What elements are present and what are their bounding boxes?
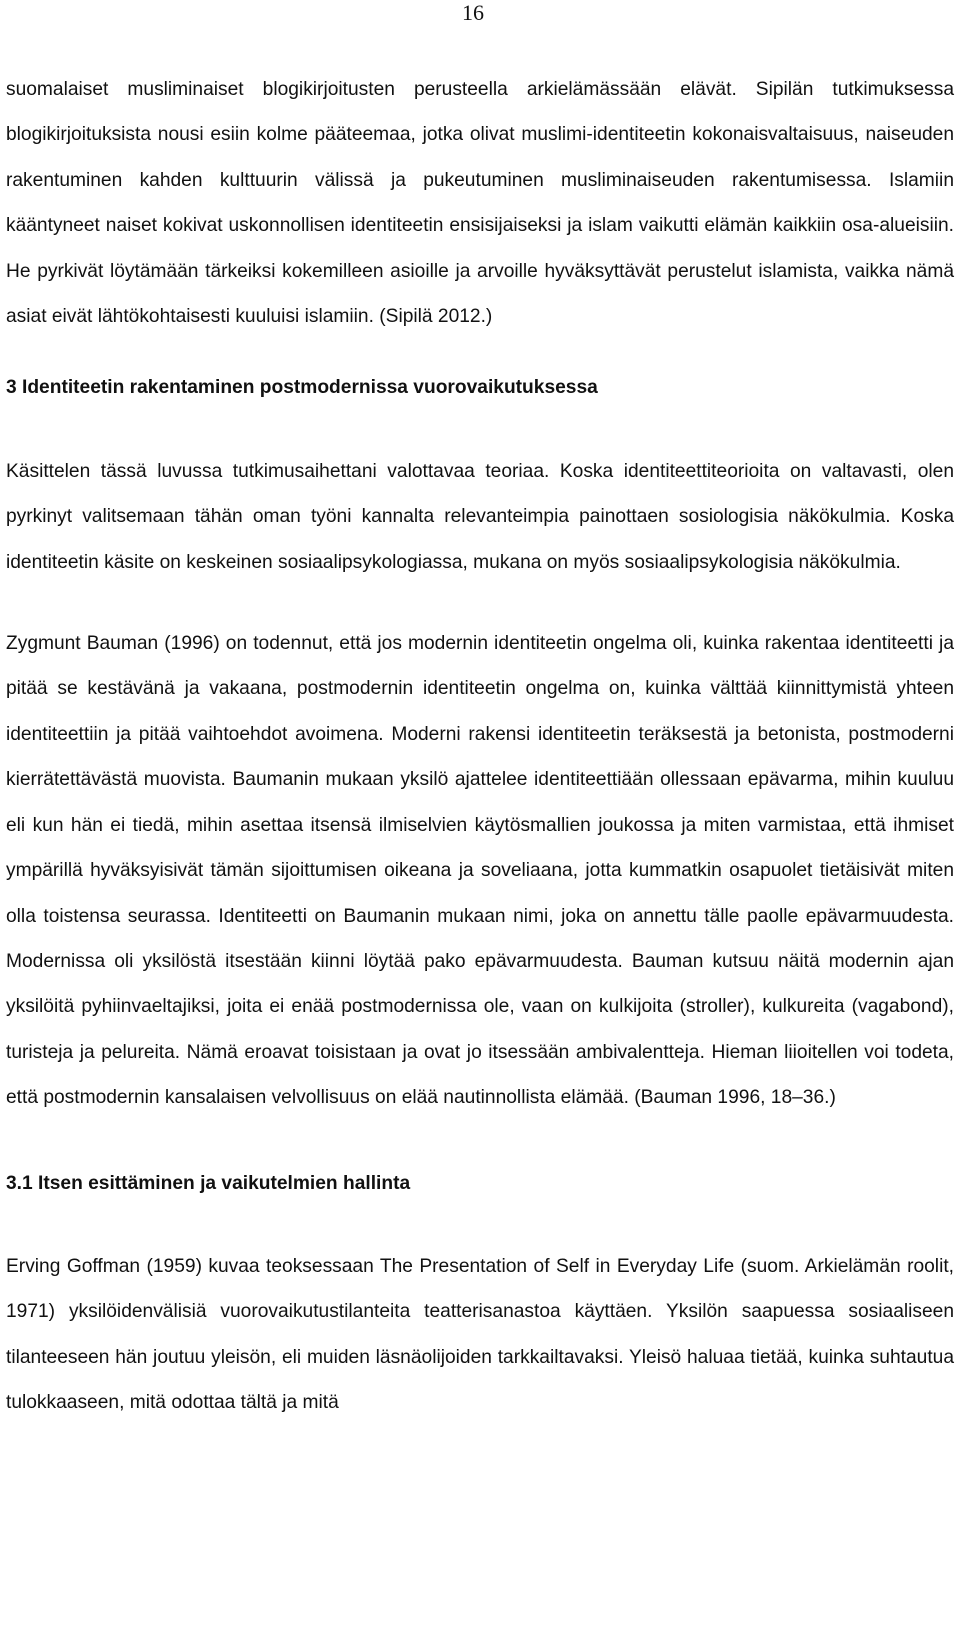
spacer <box>6 1121 954 1161</box>
spacer <box>6 585 954 621</box>
section-heading: 3.1 Itsen esittäminen ja vaikutelmien hallinta <box>6 1172 411 1194</box>
paragraph-goffman: Erving Goffman (1959) kuvaa teoksessaan The Presentation of Self in Everyday Life (suom. Arkielämän roolit, 1971) yksilöidenvälisiä vuorovaikutustilanteita teatterisanastoa käyttäen. Yksilön saapuessa sosiaaliseen tilanteeseen hän joutuu yleisön, eli muiden läsnäolijoiden tarkkailtavaksi. Yleisö haluaa tietää, kuinka suhtautua tulokkaaseen, mitä odottaa tältä ja mitä <box>6 1255 954 1414</box>
paragraph-chapter-intro: Käsittelen tässä luvussa tutkimusaihettani valottavaa teoriaa. Koska identiteettiteorioita on valtavasti, olen pyrkinyt valitsemaan tähän oman työni kannalta relevanteimpia painottaen sosiologisia näkökulmia. Koska identiteetin käsite on keskeinen sosiaalipsykologiassa, mukana on myös sosiaalipsykologisia näkökulmia. <box>6 460 954 573</box>
page-number: 16 <box>462 0 484 25</box>
paragraph-intro: suomalaiset musliminaiset blogikirjoitusten perusteella arkielämässään elävät. Sipilän tutkimuksessa blogikirjoituksista nousi esiin kolme pääteemaa, jotka olivat muslimi-identiteetin kokonaisvaltaisuus, naiseuden rakentuminen kahden kulttuurin välissä ja pukeutuminen musliminaiseuden rakentumisessa. Islamiin kääntyneet naiset kokivat uskonnollisen identiteetin ensisijaiseksi ja islam vaikutti elämän kaikkiin osa-alueisiin. He pyrkivät löytämään tärkeiksi kokemilleen asioille ja arvoille hyväksyttävät perustelut islamista, vaikka nämä asiat eivät lähtökohtaisesti kuuluisi islamiin. (Sipilä 2012.) <box>6 79 954 328</box>
chapter-heading: 3 Identiteetin rakentaminen postmodernissa vuorovaikutuksessa <box>6 377 598 399</box>
paragraph-bauman: Zygmunt Bauman (1996) on todennut, että jos modernin identiteetin ongelma oli, kuinka rakentaa identiteetti ja pitää se kestävänä ja vakaana, postmodernin identiteetin ongelma on, kuinka välttää kiinnittymistä yhteen identiteettiin ja pitää vaihtoehdot avoimena. Moderni rakensi identiteetin teräksestä ja betonista, postmoderni kierrätettävästä muovista. Baumanin mukaan yksilö ajattelee identiteettiään ollessaan epävarma, mihin kuuluu eli kun hän ei tiedä, mihin asettaa itsensä ilmiselvien käytösmallien joukossa ja miten varmistaa, että ihmiset ympärillä hyväksyisivät tämän sijoittumisen oikeana ja soveliaana, jotta kummatkin osapuolet tietäisivät miten olla toistensa seurassa. Identiteetti on Baumanin mukaan nimi, joka on annettu tälle paolle epävarmuudesta. Modernissa oli yksilöstä itsestään kiinni löytää pako epävarmuudesta. Bauman kutsuu näitä modernin ajan yksilöitä pyhiinvaeltajiksi, joita ei enää postmodernissa ole, vaan on kulkijoita (stroller), kulkureita (vagabond), turisteja ja pelureita. Nämä eroavat toisistaan ja ovat jo itsessään ambivalentteja. Hieman liioitellen voi todeta, että postmodernin kansalaisen velvollisuus on elää nautinnollista elämää. (Bauman 1996, 18–36.) <box>6 633 954 1109</box>
spacer <box>6 411 954 449</box>
spacer <box>6 1206 954 1244</box>
page-content <box>6 67 954 1426</box>
spacer <box>6 339 954 365</box>
